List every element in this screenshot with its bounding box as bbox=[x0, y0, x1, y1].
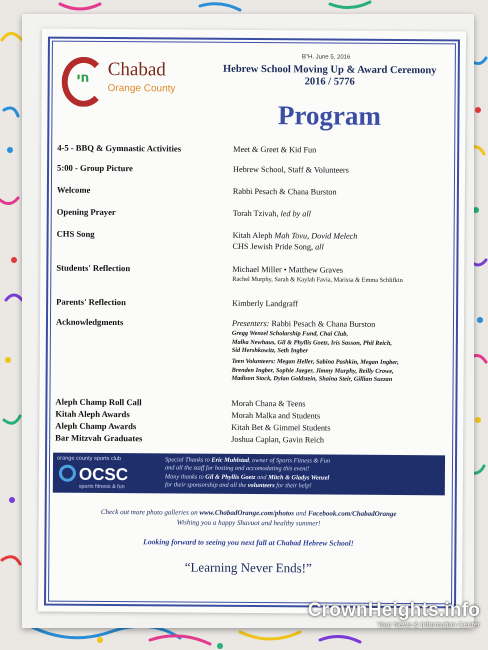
event-title bbox=[210, 64, 450, 90]
logo-chai: חי bbox=[76, 70, 90, 86]
row-label: 5:00 - Group Picture bbox=[57, 162, 133, 174]
row-value: Kitah Aleph Mah Tovu, Dovid Melech CHS Jewish Pride Song, all bbox=[232, 230, 358, 252]
row-label: CHS Song bbox=[56, 228, 95, 239]
row-label: Opening Prayer bbox=[56, 206, 116, 218]
row-value: Morah Chana & Teens bbox=[231, 398, 306, 409]
row-label: Students' Reflection bbox=[56, 262, 131, 274]
row-value: Rabbi Pesach & Chana Burston bbox=[232, 186, 337, 197]
ocsc-org-name: orange county sports club bbox=[57, 455, 122, 463]
logo-wordmark: Chabad bbox=[107, 58, 166, 81]
row-value: Michael Miller • Matthew Graves bbox=[232, 264, 344, 275]
row-value: Joshua Caplan, Gavin Reich bbox=[231, 434, 324, 445]
row-value-detail: Rachel Murphy, Sarah & Kaylah Favia, Marissa & Emma Schlifkin bbox=[232, 275, 403, 285]
row-label: Parents' Reflection bbox=[56, 296, 126, 308]
program-heading: Program bbox=[277, 100, 382, 131]
ocsc-tagline: sports fitness & fun bbox=[78, 483, 125, 491]
row-label: Aleph Champ Awards bbox=[55, 420, 137, 432]
date-line: B"H, June 5, 2016 bbox=[301, 54, 351, 61]
row-label: Kitah Aleph Awards bbox=[55, 408, 130, 420]
motto: “Learning Never Ends!” bbox=[184, 559, 312, 576]
ocsc-logo bbox=[57, 456, 157, 491]
sponsor-banner bbox=[53, 453, 445, 496]
logo-subtitle: Orange County bbox=[107, 82, 176, 95]
row-label: Bar Mitzvah Graduates bbox=[55, 432, 143, 444]
row-value: Presenters: Rabbi Pesach & Chana Burston bbox=[231, 318, 376, 329]
chabad-logo bbox=[61, 53, 201, 114]
row-label: Welcome bbox=[56, 184, 91, 195]
event-title-line2: 2016 / 5776 bbox=[304, 76, 355, 88]
row-value: Torah Tzivah, led by all bbox=[232, 208, 311, 219]
row-value: Kimberly Landgraff bbox=[232, 298, 299, 309]
row-label: 4-5 - BBQ & Gymnastic Activities bbox=[57, 142, 182, 154]
row-label: Aleph Champ Roll Call bbox=[55, 396, 142, 408]
watermark-title: CrownHeights.info bbox=[307, 600, 480, 621]
watermark-tagline: Your News & Information Center bbox=[377, 620, 480, 629]
ocsc-circle-icon bbox=[59, 465, 76, 482]
event-title-line1: Hebrew School Moving Up & Award Ceremony bbox=[222, 63, 437, 77]
site-watermark bbox=[300, 600, 480, 629]
next-fall-note: Looking forward to seeing you next fall at Chabad Hebrew School! bbox=[143, 537, 354, 548]
row-value: Morah Malka and Students bbox=[231, 410, 321, 421]
ack-sponsors: Gregg Wenzel Scholarship Fund, Chai Club, Malka Newhaus, Gil & Phyllis Goetz, Iris Sasson, Phil Reich, Sid Hershkowitz, Seth Ingber bbox=[231, 329, 392, 355]
ocsc-wordmark: OCSC bbox=[78, 464, 129, 485]
sponsor-thanks: Special Thanks to Eric Muhlstad, owner of Sports Fitness & Fun and all the staff for hosting and accomodating this event! Many thanks to Gil & Phyllis Goetz and Mitch & Gladys Wenzel for their sponsorship and all the volunteers for their help! bbox=[164, 456, 331, 490]
program-sheet bbox=[38, 29, 466, 615]
photo-gallery-note: Check out more photo galleries on www.ChabadOrange.com/photos and Facebook.com/ChabadOrange Wishing you a happy Shavuot and healthy summer! bbox=[100, 507, 397, 528]
row-value: Kitah Bet & Gimmel Students bbox=[231, 422, 331, 433]
row-value: Hebrew School, Staff & Volunteers bbox=[233, 164, 349, 175]
row-value: Meet & Greet & Kid Fun bbox=[233, 144, 317, 155]
ack-teens: Teen Volunteers: Megan Heller, Sabina Pashkin, Megan Ingber, Brenden Ingber, Sophie Jaeger, Jimmy Murphy, Reilly Crowe, Madison Stock, Dylan Goldstein, Shaina Steir, Gillian Suzzan bbox=[231, 357, 399, 384]
row-label: Acknowledgments bbox=[55, 316, 124, 328]
